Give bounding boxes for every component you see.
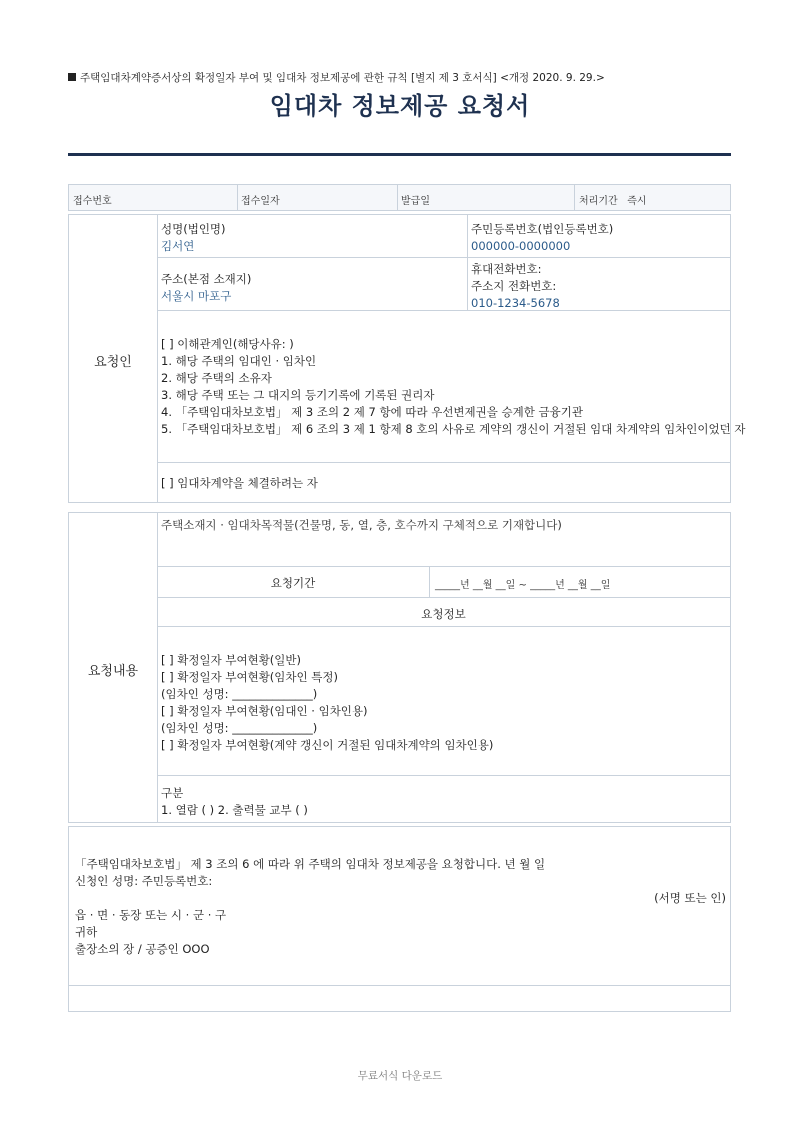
interest-line[interactable]: [ ] 이해관계인(해당사유: ) (161, 337, 294, 351)
info-option-line[interactable]: [ ] 확정일자 부여현황(임대인 · 임차인용) (161, 704, 368, 718)
issue-date-label: 발급일 (401, 196, 430, 207)
request-period-value[interactable]: _____년 __월 __일 ~ _____년 __월 __일 (435, 580, 611, 591)
processing-period-value: 즉시 (627, 196, 647, 207)
contract-party-option[interactable] (161, 475, 318, 492)
property-field[interactable] (161, 517, 562, 534)
receipt-number-label: 접수번호 (73, 196, 112, 207)
processing-period-label: 처리기간 즉시 (579, 196, 647, 207)
interest-line: 5. 「주택임대차보호법」 제 6 조의 3 제 1 항제 8 호의 사유로 계약의 갱신이 거절된 임대 차계약의 임차인이었던 자 (161, 422, 746, 436)
info-option-line: (임차인 성명: ______________) (161, 721, 318, 735)
rrn-field[interactable] (471, 221, 613, 255)
info-option-line: (임차인 성명: ______________) (161, 687, 318, 701)
address-label: 주소(본점 소재지) (161, 272, 252, 286)
contract-party-line[interactable]: [ ] 임대차계약을 체결하려는 자 (161, 476, 318, 490)
interest-line: 1. 해당 주택의 임대인 · 임차인 (161, 354, 317, 368)
phone-field[interactable] (471, 261, 560, 312)
request-section (68, 512, 731, 823)
info-option-line[interactable]: [ ] 확정일자 부여현황(계약 갱신이 거절된 임대차계약의 임차인용) (161, 738, 494, 752)
interest-line: 3. 해당 주택 또는 그 대지의 등기기록에 기록된 권리자 (161, 388, 435, 402)
address-value: 서울시 마포구 (161, 289, 232, 303)
request-type-field[interactable] (161, 785, 308, 819)
receipt-row (68, 184, 731, 211)
receipt-date-label: 접수일자 (241, 196, 280, 207)
office-line: 읍 · 면 · 동장 또는 시 · 군 · 구 (75, 908, 227, 922)
interest-line: 2. 해당 주택의 소유자 (161, 371, 272, 385)
recipient-block (75, 907, 226, 958)
applicant-line[interactable]: 신청인 성명: 주민등록번호: (75, 874, 213, 888)
request-info-options[interactable] (161, 652, 493, 754)
home-phone-label: 주소지 전화번호: (471, 279, 557, 293)
declaration-statement: 「주택임대차보호법」 제 3 조의 6 에 따라 위 주택의 임대차 정보제공을 요청합니다. 년 월 일 신청인 성명: 주민등록번호: (75, 857, 546, 888)
title-divider (68, 153, 731, 156)
name-field[interactable] (161, 221, 226, 255)
requester-section (68, 214, 746, 503)
info-option-line[interactable]: [ ] 확정일자 부여현황(일반) (161, 653, 302, 667)
property-label: 주택소재지 · 임대차목적물(건물명, 동, 열, 층, 호수까지 구체적으로 기재합니다) (161, 518, 562, 532)
request-type-label: 구분 (161, 786, 184, 800)
footer-text[interactable]: 무료서식 다운로드 (357, 1070, 443, 1082)
request-section-label: 요청내용 (87, 664, 139, 679)
form-reference-note (68, 70, 605, 85)
rrn-value: 000000-0000000 (471, 239, 571, 253)
square-bullet-icon (68, 73, 76, 81)
request-type-value[interactable]: 1. 열람 ( ) 2. 출력물 교부 ( ) (161, 803, 308, 817)
rrn-label: 주민등록번호(법인등록번호) (471, 222, 614, 236)
signature-label: (서명 또는 인) (654, 891, 726, 905)
interested-party-options[interactable] (161, 336, 746, 438)
info-option-line[interactable]: [ ] 확정일자 부여현황(임차인 특정) (161, 670, 338, 684)
mobile-label: 휴대전화번호: (471, 262, 542, 276)
page-title: 임대차 정보제공 요청서 (269, 92, 531, 120)
to-line: 귀하 (75, 925, 98, 939)
address-field[interactable] (161, 271, 251, 305)
requester-section-label: 요청인 (94, 355, 132, 370)
interest-line: 4. 「주택임대차보호법」 제 3 조의 2 제 7 항에 따라 우선변제권을 승계한 금융기관 (161, 405, 583, 419)
name-value: 김서연 (161, 239, 195, 253)
notary-line: 출장소의 장 / 공증인 OOO (75, 942, 210, 956)
request-period-label: 요청기간 (270, 576, 316, 590)
form-reference-text: 주택임대차계약증서상의 확정일자 부여 및 임대차 정보제공에 관한 규칙 [별지 제 3 호서식] <개정 2020. 9. 29.> (80, 72, 605, 84)
request-info-label: 요청정보 (421, 607, 466, 621)
declaration-section (68, 826, 731, 1012)
phone-value: 010-1234-5678 (471, 296, 560, 310)
name-label: 성명(법인명) (161, 222, 226, 236)
